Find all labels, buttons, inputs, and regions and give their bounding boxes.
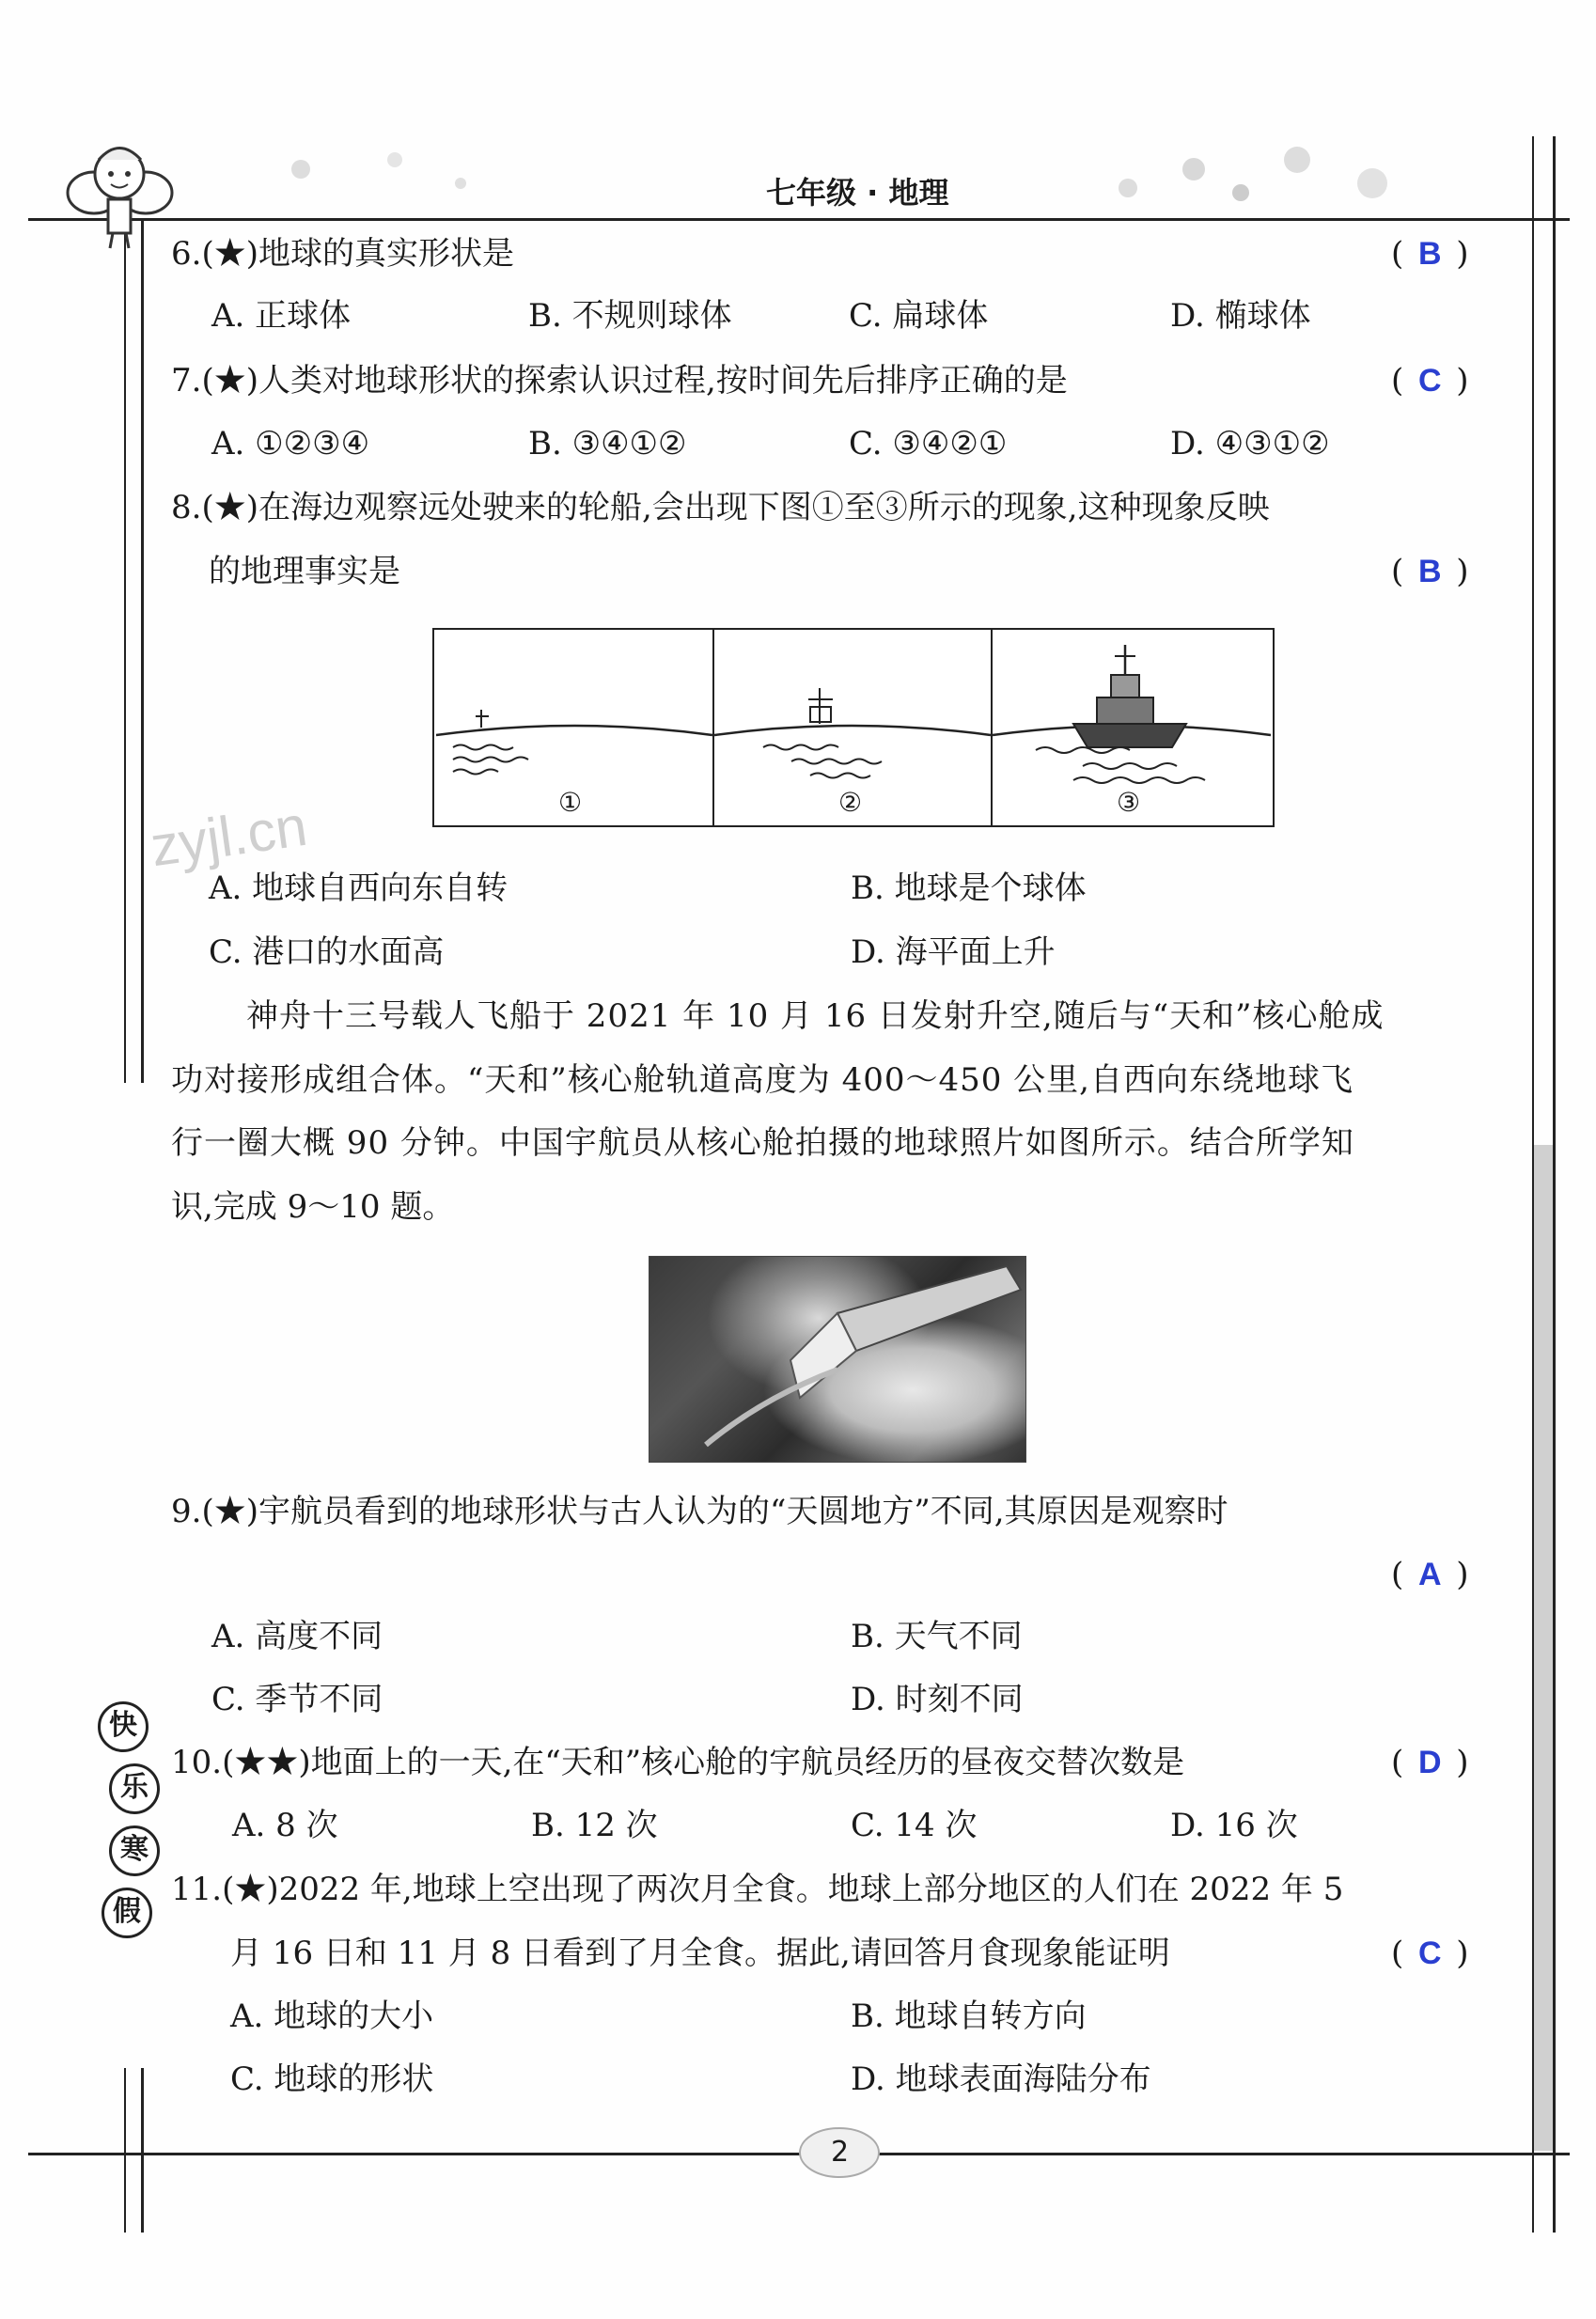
panel-label-2: ② [838, 787, 863, 818]
header-rule [28, 218, 1570, 221]
question-11-stem-line-2: 月 16 日和 11 月 8 日看到了月全食。据此,请回答月食现象能证明 [230, 1935, 1170, 1972]
page-title: 七年级 · 地理 [766, 175, 949, 211]
sidebar-char-3: 寒 [109, 1825, 160, 1876]
answer-letter: C [1417, 1935, 1442, 1971]
question-8-stem-line-1: 8.(★)在海边观察远处驶来的轮船,会出现下图①至③所示的现象,这种现象反映 [171, 489, 1270, 526]
question-7-option-d[interactable]: D. ④③①② [1170, 425, 1330, 462]
question-9-option-d[interactable]: D. 时刻不同 [851, 1681, 1024, 1718]
answer-letter: B [1417, 236, 1442, 272]
passage-line-4: 识,完成 9～10 题。 [171, 1188, 455, 1226]
question-6-option-c[interactable]: C. 扁球体 [849, 297, 989, 335]
question-10-option-d[interactable]: D. 16 次 [1170, 1807, 1298, 1844]
sidebar-char-4: 假 [102, 1888, 152, 1938]
question-6-answer: ( B ) [1391, 235, 1469, 273]
question-11-option-b[interactable]: B. 地球自转方向 [851, 1998, 1087, 2035]
question-8-stem-line-2: 的地理事实是 [209, 553, 400, 590]
earth-photo [649, 1256, 1026, 1463]
question-9-stem: 9.(★)宇航员看到的地球形状与古人认为的“天圆地方”不同,其原因是观察时 [171, 1493, 1228, 1530]
question-7-option-b[interactable]: B. ③④①② [528, 425, 687, 462]
question-9-option-b[interactable]: B. 天气不同 [851, 1618, 1023, 1655]
right-border-outer [1553, 136, 1556, 2233]
question-9-answer: ( A ) [1391, 1556, 1469, 1593]
ship-figure [432, 628, 1275, 827]
sidebar-char-1: 快 [98, 1701, 149, 1752]
question-8-option-c[interactable]: C. 港口的水面高 [209, 933, 445, 971]
question-9-option-c[interactable]: C. 季节不同 [211, 1681, 383, 1718]
watermark: zyjl.cn [147, 793, 311, 879]
question-8-option-b[interactable]: B. 地球是个球体 [851, 870, 1087, 907]
question-11-answer: ( C ) [1391, 1935, 1469, 1972]
question-11-stem-line-1: 11.(★)2022 年,地球上空出现了两次月全食。地球上部分地区的人们在 2022 年 5 [171, 1871, 1344, 1908]
answer-letter: B [1417, 554, 1442, 589]
question-8-option-a[interactable]: A. 地球自西向东自转 [209, 870, 509, 907]
question-11-option-c[interactable]: C. 地球的形状 [230, 2060, 434, 2098]
answer-letter: D [1417, 1745, 1442, 1780]
question-9-option-a[interactable]: A. 高度不同 [211, 1618, 383, 1655]
left-border-lower [141, 2068, 144, 2233]
question-7-stem: 7.(★)人类对地球形状的探索认识过程,按时间先后排序正确的是 [171, 362, 1068, 400]
left-border-outer [141, 218, 144, 1083]
passage-line-3: 行一圈大概 90 分钟。中国宇航员从核心舱拍摄的地球照片如图所示。结合所学知 [171, 1124, 1354, 1162]
question-10-option-c[interactable]: C. 14 次 [851, 1807, 978, 1844]
question-7-option-a[interactable]: A. ①②③④ [211, 425, 370, 462]
question-10-option-b[interactable]: B. 12 次 [531, 1807, 658, 1844]
left-border-inner [124, 218, 126, 1083]
question-8-answer: ( B ) [1391, 553, 1469, 590]
question-10-stem: 10.(★★)地面上的一天,在“天和”核心舱的宇航员经历的昼夜交替次数是 [171, 1744, 1185, 1781]
passage-line-1: 神舟十三号载人飞船于 2021 年 10 月 16 日发射升空,随后与“天和”核心舱成 [246, 997, 1385, 1035]
question-6-option-d[interactable]: D. 椭球体 [1170, 297, 1311, 335]
question-10-option-a[interactable]: A. 8 次 [232, 1807, 338, 1844]
question-11-option-a[interactable]: A. 地球的大小 [230, 1998, 434, 2035]
question-11-option-d[interactable]: D. 地球表面海陆分布 [851, 2060, 1151, 2098]
answer-letter: A [1417, 1557, 1442, 1592]
panel-label-1: ① [558, 787, 583, 818]
left-border-lower-inner [124, 2068, 126, 2233]
sidebar-char-2: 乐 [109, 1763, 160, 1814]
passage-line-2: 功对接形成组合体。“天和”核心舱轨道高度为 400～450 公里,自西向东绕地球飞 [171, 1061, 1353, 1099]
answer-letter: C [1417, 363, 1442, 399]
question-6-stem: 6.(★)地球的真实形状是 [171, 235, 514, 273]
station-arm-icon [649, 1257, 1025, 1462]
page-number: 2 [831, 2136, 850, 2169]
right-side-bar [1534, 1145, 1553, 2151]
panel-label-3: ③ [1117, 787, 1141, 818]
question-7-option-c[interactable]: C. ③④②① [849, 425, 1008, 462]
question-8-option-d[interactable]: D. 海平面上升 [851, 933, 1056, 971]
question-10-answer: ( D ) [1391, 1744, 1469, 1781]
question-7-answer: ( C ) [1391, 362, 1469, 400]
fairy-mascot-icon [56, 122, 179, 254]
question-6-option-a[interactable]: A. 正球体 [211, 297, 352, 335]
question-6-option-b[interactable]: B. 不规则球体 [528, 297, 732, 335]
